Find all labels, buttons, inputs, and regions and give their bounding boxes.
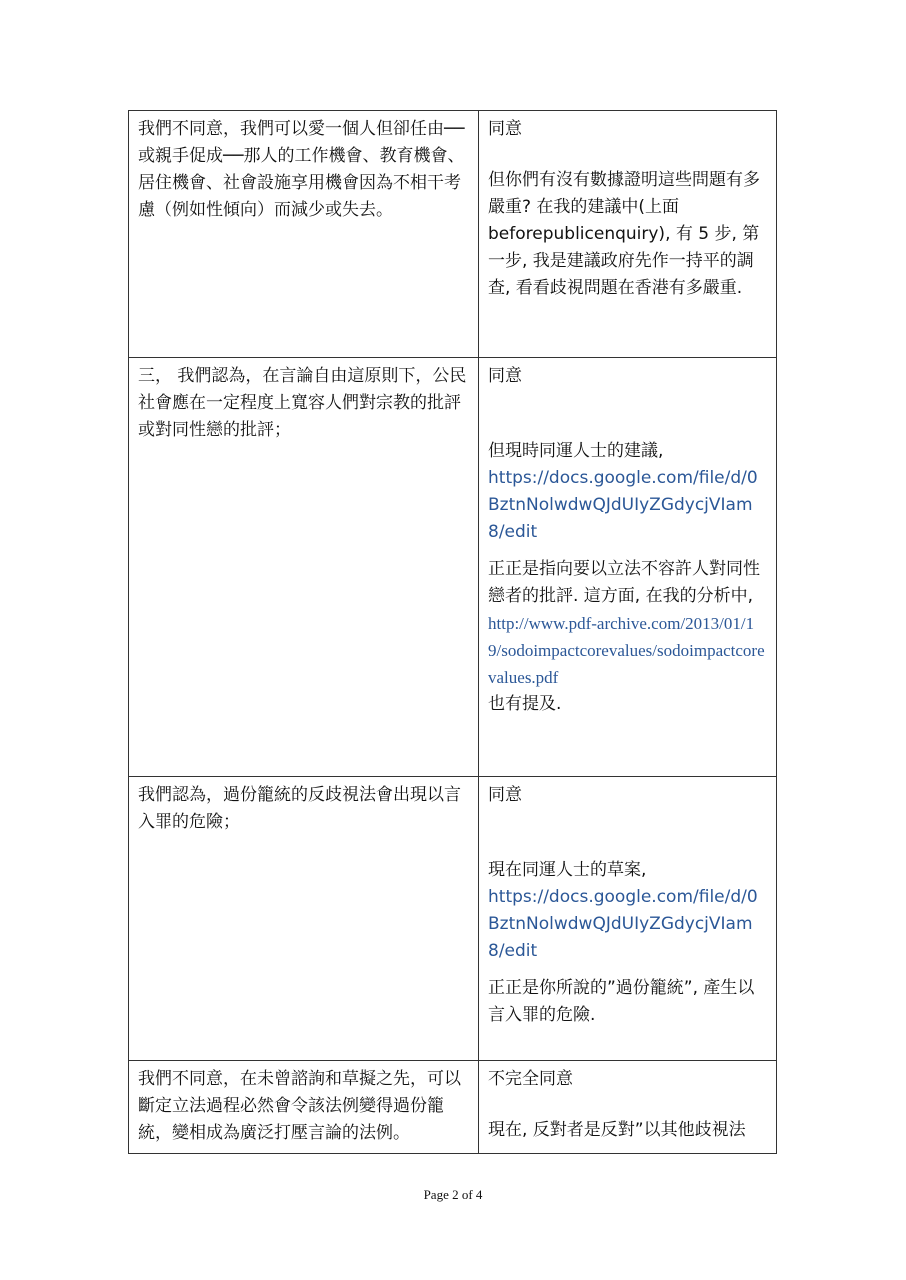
row-1-response: 但你們有沒有數據證明這些問題有多嚴重? 在我的建議中(上面 beforepublicenquiry), 有 5 步, 第一步, 我是建議政府先作一持平的調查, 看看歧視問題在香港有多嚴重. xyxy=(488,170,760,298)
table-row xyxy=(129,358,777,777)
row-4-left-text: 我們不同意，在未曾諮詢和草擬之先，可以斷定立法過程必然會令該法例變得過份籠統，變相成為廣泛打壓言論的法例。 xyxy=(138,1069,461,1143)
page-number: Page 2 of 4 xyxy=(423,1187,483,1202)
row-2-right-cell xyxy=(479,358,777,777)
row-2-response-intro: 但現時同運人士的建議, xyxy=(488,441,664,461)
row-2-left-text: 三， 我們認為，在言論自由這原則下，公民社會應在一定程度上寬容人們對宗教的批評或對同性戀的批評； xyxy=(138,366,467,440)
comparison-table xyxy=(128,110,777,1154)
row-3-left-cell xyxy=(129,777,479,1061)
table-row xyxy=(129,111,777,358)
row-3-response-intro: 現在同運人士的草案, xyxy=(488,860,647,880)
spacer xyxy=(488,143,767,167)
row-2-left-cell xyxy=(129,358,479,777)
google-docs-link[interactable]: https://docs.google.com/file/d/0BztnNolwdwQJdUIyZGdycjVIam8/edit xyxy=(488,468,758,542)
pdf-archive-link[interactable]: http://www.pdf-archive.com/2013/01/19/sodoimpactcorevalues/sodoimpactcorevalues.pdf xyxy=(488,614,765,687)
row-1-left-text: 我們不同意，我們可以愛一個人但卻任由──或親手促成──那人的工作機會、教育機會、居住機會、社會設施享用機會因為不相干考慮（例如性傾向）而減少或失去。 xyxy=(138,119,465,220)
row-4-response: 現在, 反對者是反對”以其他歧視法 xyxy=(488,1120,746,1140)
row-4-status: 不完全同意 xyxy=(488,1069,573,1089)
row-2-status: 同意 xyxy=(488,366,522,386)
row-2-response-body: 正正是指向要以立法不容許人對同性戀者的批評. 這方面, 在我的分析中, xyxy=(488,559,760,606)
row-1-left-cell xyxy=(129,111,479,358)
row-3-status: 同意 xyxy=(488,785,522,805)
row-1-right-cell xyxy=(479,111,777,358)
row-1-status: 同意 xyxy=(488,119,522,139)
spacer xyxy=(488,546,767,556)
row-3-left-text: 我們認為，過份籠統的反歧視法會出現以言入罪的危險； xyxy=(138,785,461,832)
row-4-left-cell xyxy=(129,1061,479,1154)
table-row xyxy=(129,777,777,1061)
row-3-response-body: 正正是你所說的”過份籠統”, 產生以言入罪的危險. xyxy=(488,978,755,1025)
spacer xyxy=(488,965,767,975)
row-2-response-end: 也有提及. xyxy=(488,694,562,714)
spacer xyxy=(488,809,767,857)
table-row xyxy=(129,1061,777,1154)
row-4-right-cell xyxy=(479,1061,777,1154)
spacer xyxy=(488,390,767,438)
spacer xyxy=(488,1093,767,1117)
row-3-right-cell xyxy=(479,777,777,1061)
google-docs-link[interactable]: https://docs.google.com/file/d/0BztnNolwdwQJdUIyZGdycjVIam8/edit xyxy=(488,887,758,961)
